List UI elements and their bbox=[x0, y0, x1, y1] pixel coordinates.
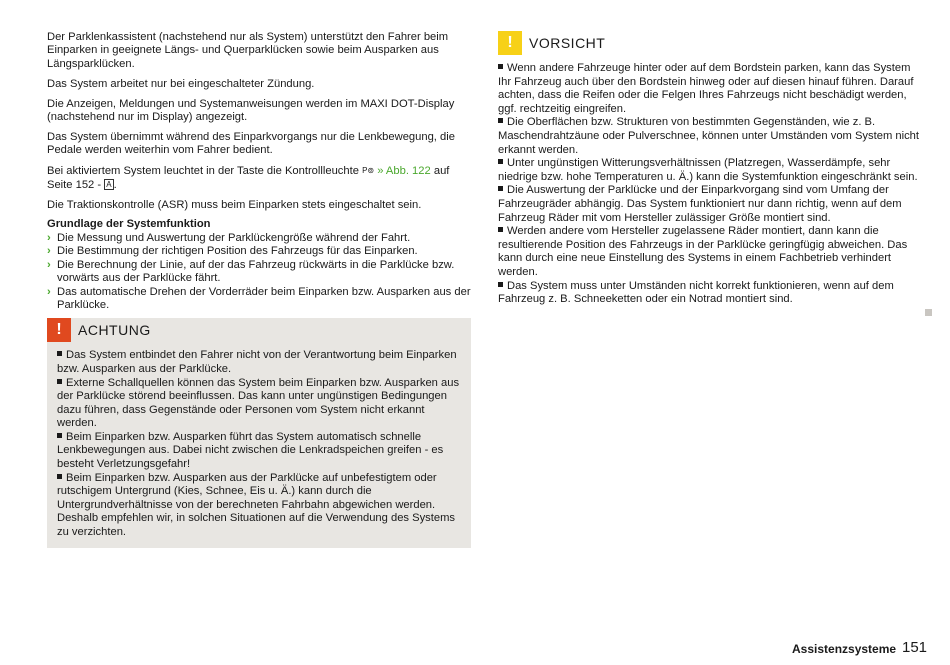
bullet-square-icon bbox=[498, 118, 503, 123]
indicator-text-pre: Bei aktiviertem System leuchtet in der Taste die Kontrollleuchte bbox=[47, 165, 363, 178]
bullet-square-icon bbox=[57, 433, 62, 438]
figure-reference-link[interactable]: » Abb. 122 bbox=[377, 165, 431, 178]
warning-bullet: Externe Schallquellen können das System beim Einparken bzw. Ausparken aus der Parklücke störend beeinflussen. Das kann unter ungünstigen Bedingungen dazu führen, dass Gegenstände oder Personen vom System nicht erkannt werden. bbox=[57, 376, 460, 430]
list-item: › Das automatische Drehen der Vorderräder beim Einparken bzw. Ausparken aus der Parklücke. bbox=[47, 285, 471, 311]
indicator-paragraph bbox=[47, 164, 471, 192]
warning-bullet: Beim Einparken bzw. Ausparken führt das System automatisch schnelle Lenkbewegungen aus. Dabei nicht zwischen die Lenkradspeichen greifen - es besteht Verletzungsgefahr! bbox=[57, 430, 444, 471]
arrow-icon: › bbox=[47, 245, 51, 258]
warning-bullet: Beim Einparken bzw. Ausparken aus der Parklücke auf unbefestigtem oder rutschigem Untergrund (Kies, Schnee, Eis u. Ä.) kann durch die Untergrundverhältnisse von der berechneten Fahrbahn abgewichen werden. Deshalb empfehlen wir, in solchen Situationen auf die Verwendung des Systems zu verzichten. bbox=[57, 471, 456, 539]
caution-bullet: Unter ungünstigen Witterungsverhältnissen (Platzregen, Wasserdämpfe, sehr niedrige bzw. hohe Temperaturen u. Ä.) kann die Systemfunktion eingeschränkt sein. bbox=[498, 157, 918, 183]
bullet-square-icon bbox=[498, 186, 503, 191]
steering-paragraph: Das System übernimmt während des Einparkvorgangs nur die Lenkbewegung, die Pedale werden weiterhin vom Fahrer bedient. bbox=[47, 130, 455, 157]
warning-bullet: Das System entbindet den Fahrer nicht von der Verantwortung beim Einparken bzw. Ausparken aus der Parklücke. bbox=[57, 349, 457, 375]
bullet-square-icon bbox=[57, 379, 62, 384]
caution-bullet: Die Oberflächen bzw. Strukturen von bestimmten Gegenständen, wie z. B. Maschendrahtzäune oder Pulverschnee, können unter Umständen vom System nicht erkannt werden. bbox=[498, 116, 920, 156]
bullet-square-icon bbox=[498, 282, 503, 287]
right-column bbox=[498, 31, 924, 307]
arrow-icon: › bbox=[47, 258, 51, 271]
bullet-square-icon bbox=[498, 227, 503, 232]
warning-body bbox=[47, 342, 471, 539]
arrow-icon: › bbox=[47, 285, 51, 298]
section-subheading: Grundlage der Systemfunktion bbox=[47, 218, 211, 231]
left-column bbox=[47, 31, 471, 548]
warning-header bbox=[47, 318, 471, 342]
indicator-text-mid: auf Seite 152 - bbox=[47, 165, 450, 191]
list-item: › Die Berechnung der Linie, auf der das Fahrzeug rückwärts in die Parklücke bzw. vorwärts aus der Parklücke fährt. bbox=[47, 258, 455, 285]
page-number: 151 bbox=[902, 639, 928, 656]
caution-bullet: Werden andere vom Hersteller zugelassene Räder montiert, dann kann die resultierende Position des Fahrzeugs in der Parklücke geringfügig abweichen. Das kann durch eine neue Einstellung des Systems in einem Fachbetrieb verhindert werden. bbox=[498, 225, 908, 278]
indicator-text-post: . bbox=[113, 178, 117, 191]
list-item: › Die Bestimmung der richtigen Position des Fahrzeugs für das Einparken. bbox=[47, 245, 418, 258]
bullet-square-icon bbox=[498, 64, 503, 69]
bullet-square-icon bbox=[498, 159, 503, 164]
arrow-icon: › bbox=[47, 231, 51, 244]
caution-body bbox=[498, 62, 924, 307]
caution-header bbox=[498, 31, 924, 55]
intro-paragraph: Der Parklenkassistent (nachstehend nur als System) unterstützt den Fahrer beim Einparken in geeignete Längs- und Querparklücken sowie beim Ausparken aus Längsparklücken. bbox=[47, 31, 449, 70]
caution-title: VORSICHT bbox=[529, 35, 606, 51]
function-list bbox=[47, 232, 471, 312]
park-indicator-icon: P⊚ bbox=[362, 166, 375, 176]
ignition-paragraph: Das System arbeitet nur bei eingeschalteter Zündung. bbox=[47, 77, 315, 90]
warning-icon: ! bbox=[47, 318, 71, 342]
traction-paragraph: Die Traktionskontrolle (ASR) muss beim Einparken stets eingeschaltet sein. bbox=[47, 198, 422, 211]
warning-box bbox=[47, 318, 471, 547]
caution-bullet: Die Auswertung der Parklücke und der Einparkvorgang sind vom Umfang der Fahrzeugräder abhängig. Das System funktioniert nur dann richtig, wenn auf dem Fahrzeug Räder mit vom Hersteller zulässiger Größe montiert sind. bbox=[498, 184, 902, 224]
warning-title: ACHTUNG bbox=[78, 322, 151, 339]
figure-marker-a: A bbox=[106, 179, 112, 189]
display-paragraph: Die Anzeigen, Meldungen und Systemanweisungen werden im MAXI DOT-Display (nachstehend nur im Display) angezeigt. bbox=[47, 97, 455, 124]
bullet-square-icon bbox=[57, 474, 62, 479]
list-item: › Die Messung und Auswertung der Parklückengröße während der Fahrt. bbox=[47, 231, 411, 244]
caution-icon: ! bbox=[498, 31, 522, 55]
bullet-square-icon bbox=[57, 351, 62, 356]
caution-bullet: Wenn andere Fahrzeuge hinter oder auf dem Bordstein parken, kann das System Ihr Fahrzeug auch über den Bordstein hinweg oder auf diesen hinauf führen. Darauf achten, dass die Reifen oder die Felgen Ihres Fahrzeugs nicht beschädigt werden, ggf. rechtzeitig eingreifen. bbox=[498, 62, 914, 115]
caution-bullet: Das System muss unter Umständen nicht korrekt funktionieren, wenn auf dem Fahrzeug z. B. Schneeketten oder ein Notrad montiert sind. bbox=[498, 279, 894, 306]
section-end-marker-icon bbox=[925, 309, 932, 316]
footer-section-title: Assistenzsysteme bbox=[792, 642, 897, 656]
